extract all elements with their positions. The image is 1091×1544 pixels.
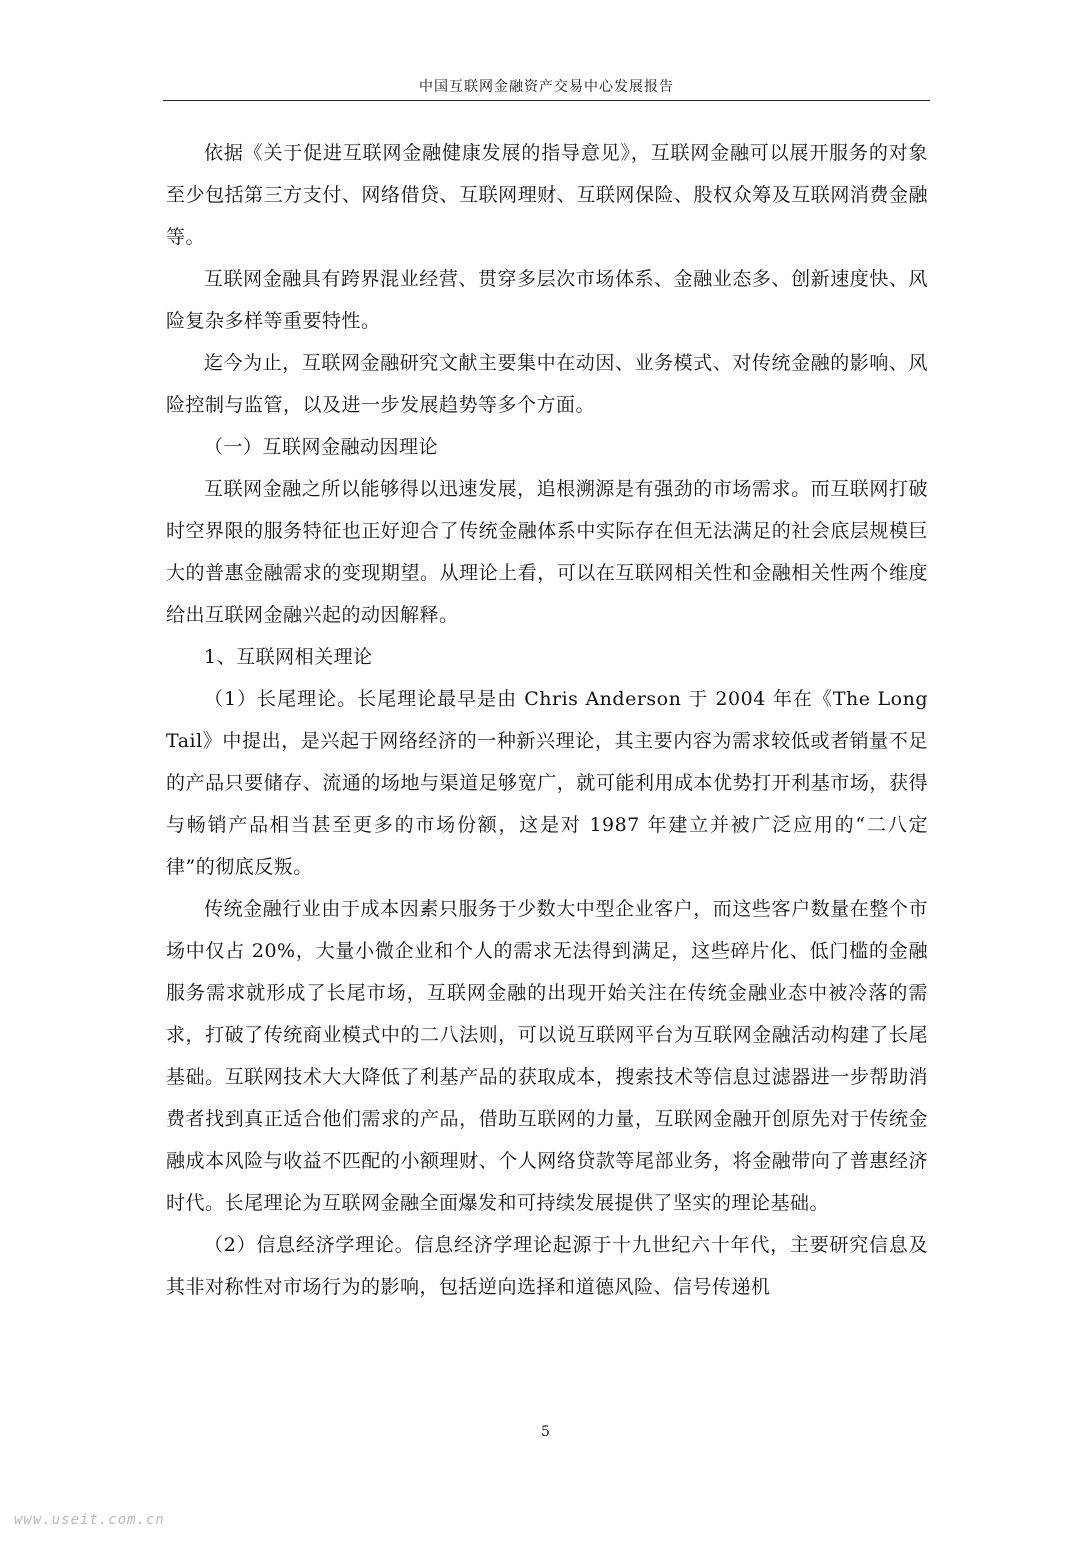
paragraph-information-economics: （2）信息经济学理论。信息经济学理论起源于十九世纪六十年代，主要研究信息及其非对称性对市场行为的影响，包括逆向选择和道德风险、信号传递机 bbox=[166, 1234, 928, 1298]
running-header: 中国互联网金融资产交易中心发展报告 bbox=[163, 74, 930, 101]
section-heading-motivation-theory: （一）互联网金融动因理论 bbox=[204, 436, 439, 458]
page-number: 5 bbox=[541, 1424, 550, 1440]
paragraph-research-focus: 迄今为止，互联网金融研究文献主要集中在动因、业务模式、对传统金融的影响、风险控制与监管，以及进一步发展趋势等多个方面。 bbox=[166, 352, 928, 416]
paragraph-service-scope: 依据《关于促进互联网金融健康发展的指导意见》，互联网金融可以展开服务的对象至少包括第三方支付、网络借贷、互联网理财、互联网保险、股权众筹及互联网消费金融等。 bbox=[166, 142, 928, 248]
paragraph-long-tail-market: 传统金融行业由于成本因素只服务于少数大中型企业客户，而这些客户数量在整个市场中仅占 20%，大量小微企业和个人的需求无法得到满足，这些碎片化、低门槛的金融服务需求就形成了长尾市场，互联网金融的出现开始关注在传统金融业态中被冷落的需求，打破了传统商业模式中的二八法则，可以说互联网平台为互联网金融活动构建了长尾基础。互联网技术大大降低了利基产品的获取成本，搜索技术等信息过滤器进一步帮助消费者找到真正适合他们需求的产品，借助互联网的力量，互联网金融开创原先对于传统金融成本风险与收益不匹配的小额理财、个人网络贷款等尾部业务，将金融带向了普惠经济时代。长尾理论为互联网金融全面爆发和可持续发展提供了坚实的理论基础。 bbox=[166, 898, 928, 1214]
paragraph-long-tail-theory: （1）长尾理论。长尾理论最早是由 Chris Anderson 于 2004 年在《The Long Tail》中提出，是兴起于网络经济的一种新兴理论，其主要内容为需求较低或者销量不足的产品只要储存、流通的场地与渠道足够宽广，就可能利用成本优势打开利基市场，获得与畅销产品相当甚至更多的市场份额，这是对 1987 年建立并被广泛应用的“二八定律”的彻底反叛。 bbox=[166, 688, 928, 878]
document-body bbox=[166, 132, 928, 1308]
paragraph-characteristics: 互联网金融具有跨界混业经营、贯穿多层次市场体系、金融业态多、创新速度快、风险复杂多样等重要特性。 bbox=[166, 268, 928, 332]
paragraph-market-demand: 互联网金融之所以能够得以迅速发展，追根溯源是有强劲的市场需求。而互联网打破时空界限的服务特征也正好迎合了传统金融体系中实际存在但无法满足的社会底层规模巨大的普惠金融需求的变现期望。从理论上看，可以在互联网相关性和金融相关性两个维度给出互联网金融兴起的动因解释。 bbox=[166, 478, 928, 626]
watermark-text: www.useit.com.cn bbox=[14, 1512, 165, 1528]
subsection-heading-internet-theory: 1、互联网相关理论 bbox=[204, 646, 373, 668]
